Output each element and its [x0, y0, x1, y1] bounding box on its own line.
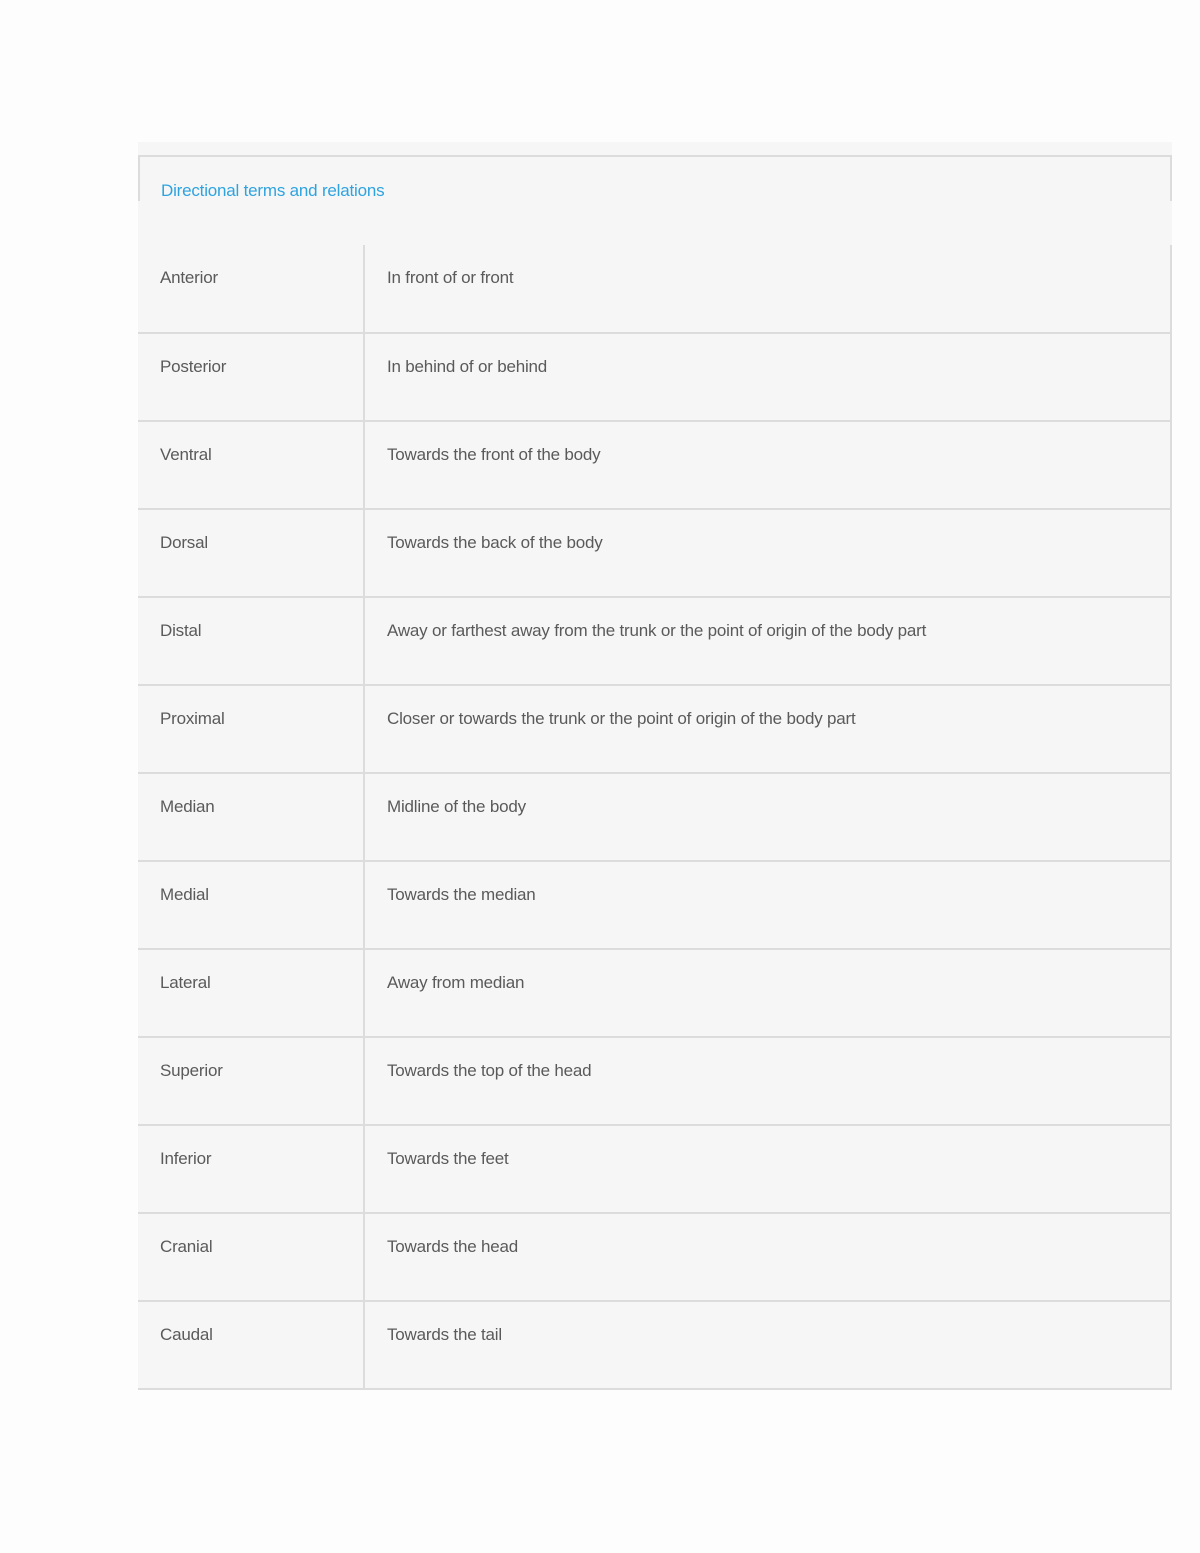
term-label: Medial	[160, 885, 209, 904]
definition-text: In front of or front	[387, 268, 514, 287]
term-label: Anterior	[160, 268, 218, 287]
term-label: Proximal	[160, 709, 225, 728]
definition-text: Towards the feet	[387, 1149, 509, 1168]
term-label: Ventral	[160, 445, 212, 464]
definition-cell	[364, 949, 1171, 1037]
terms-table	[138, 245, 1172, 1390]
definition-cell	[364, 1125, 1171, 1213]
definition-cell	[364, 861, 1171, 949]
definition-text: Away from median	[387, 973, 525, 992]
definition-text: Midline of the body	[387, 797, 526, 816]
term-cell	[138, 509, 364, 597]
term-cell	[138, 1213, 364, 1301]
definition-text: Towards the median	[387, 885, 536, 904]
table-row	[138, 773, 1171, 861]
term-cell	[138, 949, 364, 1037]
table-caption: Directional terms and relations	[161, 181, 385, 200]
definition-text: Towards the front of the body	[387, 445, 601, 464]
definition-text: In behind of or behind	[387, 357, 548, 376]
term-label: Caudal	[160, 1325, 213, 1344]
table-caption-row	[138, 155, 1172, 259]
definition-cell	[364, 597, 1171, 685]
table-row	[138, 421, 1171, 509]
term-label: Cranial	[160, 1237, 213, 1256]
table-row	[138, 597, 1171, 685]
definition-text: Towards the top of the head	[387, 1061, 592, 1080]
definition-cell	[364, 421, 1171, 509]
table-row	[138, 1125, 1171, 1213]
term-cell	[138, 1125, 364, 1213]
caption-top-strip	[138, 142, 1172, 155]
terms-table-container	[138, 142, 1172, 1390]
definition-text: Closer or towards the trunk or the point of origin of the body part	[387, 709, 856, 728]
definition-cell	[364, 1037, 1171, 1125]
definition-cell	[364, 685, 1171, 773]
table-row	[138, 1037, 1171, 1125]
definition-text: Towards the tail	[387, 1325, 502, 1344]
term-cell	[138, 861, 364, 949]
term-label: Posterior	[160, 357, 227, 376]
definition-cell	[364, 773, 1171, 861]
table-row	[138, 685, 1171, 773]
term-cell	[138, 773, 364, 861]
table-row	[138, 949, 1171, 1037]
definition-text: Away or farthest away from the trunk or the point of origin of the body part	[387, 621, 927, 640]
definition-cell	[364, 509, 1171, 597]
term-cell	[138, 421, 364, 509]
table-row	[138, 333, 1171, 421]
term-cell	[138, 1301, 364, 1389]
term-label: Superior	[160, 1061, 223, 1080]
term-label: Inferior	[160, 1149, 212, 1168]
term-cell	[138, 1037, 364, 1125]
term-cell	[138, 685, 364, 773]
definition-text: Towards the back of the body	[387, 533, 603, 552]
definition-cell	[364, 333, 1171, 421]
table-row	[138, 1213, 1171, 1301]
term-cell	[138, 333, 364, 421]
table-row	[138, 1301, 1171, 1389]
term-label: Dorsal	[160, 533, 208, 552]
terms-table-body	[138, 245, 1171, 1389]
term-label: Distal	[160, 621, 202, 640]
table-row	[138, 861, 1171, 949]
term-label: Lateral	[160, 973, 211, 992]
definition-cell	[364, 1213, 1171, 1301]
definition-cell	[364, 1301, 1171, 1389]
definition-text: Towards the head	[387, 1237, 518, 1256]
term-label: Median	[160, 797, 215, 816]
table-row	[138, 509, 1171, 597]
term-cell	[138, 597, 364, 685]
